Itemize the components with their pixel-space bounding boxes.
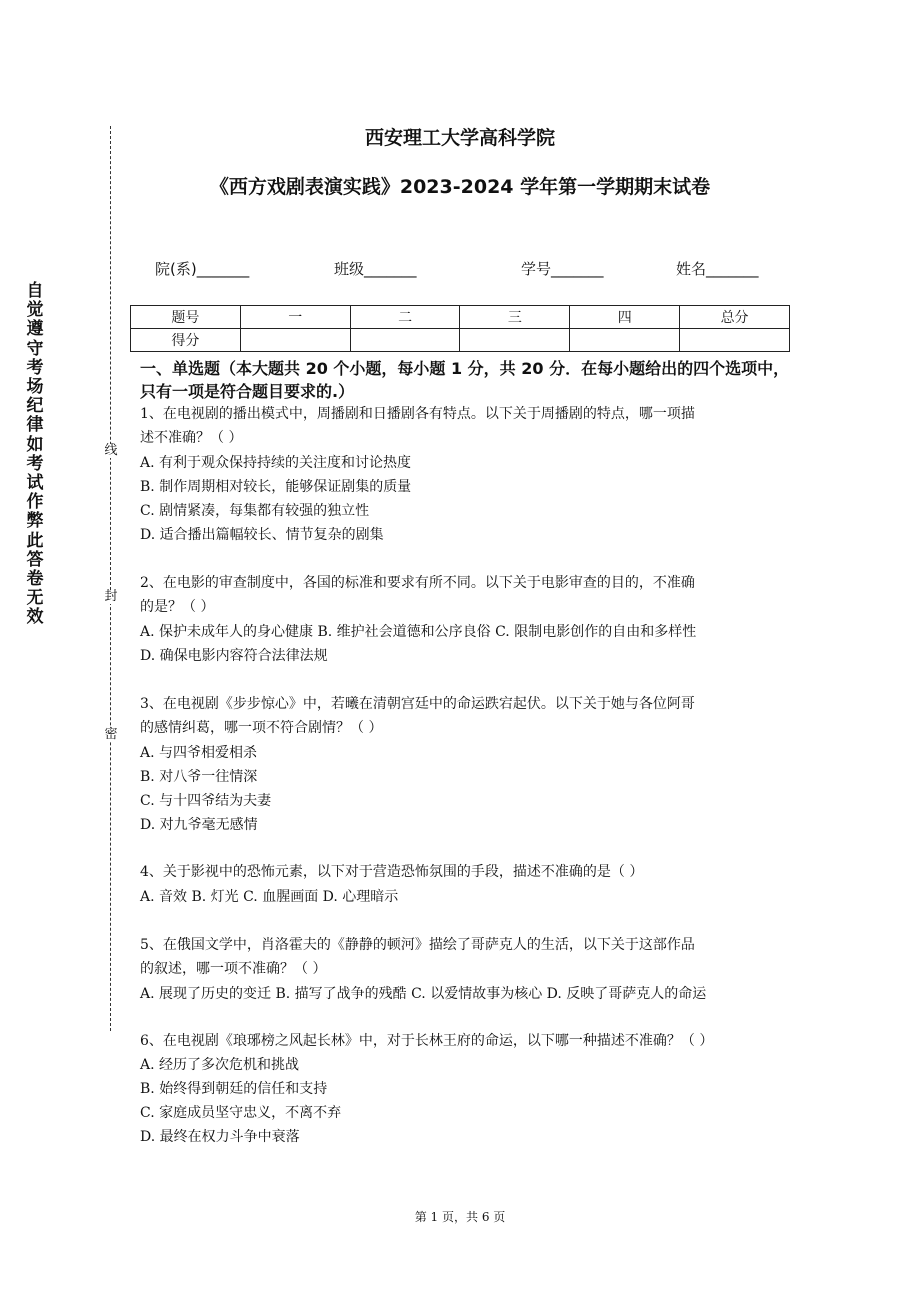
question-6-option-d: D. 最终在权力斗争中衰落 bbox=[140, 1129, 300, 1145]
binding-mark-line: 线 bbox=[104, 443, 118, 458]
score-row-label: 得分 bbox=[131, 329, 241, 352]
question-3-option-b: B. 对八爷一往情深 bbox=[140, 769, 258, 785]
question-6-stem: 6、在电视剧《琅琊榜之风起长林》中，对于长林王府的命运，以下哪一种描述不准确？（ ） bbox=[140, 1033, 714, 1049]
question-3-option-d: D. 对九爷毫无感情 bbox=[140, 817, 258, 833]
question-1-option-a: A. 有利于观众保持持续的关注度和讨论热度 bbox=[140, 455, 412, 471]
score-table-header: 三 bbox=[460, 306, 570, 329]
score-table-header-row bbox=[131, 306, 790, 329]
class-field: 班级_______ bbox=[334, 260, 417, 278]
question-3-stem: 的感情纠葛，哪一项不符合剧情？（ ） bbox=[140, 720, 383, 736]
question-1-stem: 1、在电视剧的播出模式中，周播剧和日播剧各有特点。以下关于周播剧的特点，哪一项描 bbox=[140, 406, 695, 422]
name-field: 姓名_______ bbox=[676, 260, 759, 278]
score-cell bbox=[240, 329, 350, 352]
score-cell bbox=[460, 329, 570, 352]
student-id-field: 学号_______ bbox=[521, 260, 604, 278]
exam-title: 《西方戏剧表演实践》2023-2024 学年第一学期期末试卷 bbox=[209, 176, 711, 198]
question-1-stem: 述不准确？（ ） bbox=[140, 430, 243, 446]
question-5-stem: 5、在俄国文学中，肖洛霍夫的《静静的顿河》描绘了哥萨克人的生活，以下关于这部作品 bbox=[140, 937, 695, 953]
question-1-option-d: D. 适合播出篇幅较长、情节复杂的剧集 bbox=[140, 527, 384, 543]
question-5-options: A. 展现了历史的变迁 B. 描写了战争的残酷 C. 以爱情故事为核心 D. 反映了哥萨克人的命运 bbox=[140, 986, 707, 1002]
question-6-option-b: B. 始终得到朝廷的信任和支持 bbox=[140, 1081, 328, 1097]
question-2-stem: 的是？（ ） bbox=[140, 599, 215, 615]
page-number: 第 1 页，共 6 页 bbox=[414, 1210, 506, 1224]
question-1-option-c: C. 剧情紧凑，每集都有较强的独立性 bbox=[140, 503, 370, 519]
question-2-stem: 2、在电影的审查制度中，各国的标准和要求有所不同。以下关于电影审查的目的，不准确 bbox=[140, 575, 695, 591]
binding-dashed-line bbox=[110, 126, 111, 1031]
department-field: 院(系)_______ bbox=[155, 260, 250, 278]
score-table-header: 二 bbox=[350, 306, 460, 329]
binding-mark-secret: 密 bbox=[104, 727, 118, 742]
question-1-option-b: B. 制作周期相对较长，能够保证剧集的质量 bbox=[140, 479, 412, 495]
question-4-options: A. 音效 B. 灯光 C. 血腥画面 D. 心理暗示 bbox=[140, 889, 399, 905]
binding-mark-seal: 封 bbox=[104, 589, 118, 604]
score-table-header: 四 bbox=[570, 306, 680, 329]
school-title: 西安理工大学高科学院 bbox=[364, 127, 555, 149]
score-table-header: 题号 bbox=[131, 306, 241, 329]
exam-discipline-note: 自觉遵守考场纪律如考试作弊此答卷无效 bbox=[26, 281, 44, 628]
score-table-score-row bbox=[131, 329, 790, 352]
question-3-stem: 3、在电视剧《步步惊心》中，若曦在清朝宫廷中的命运跌宕起伏。以下关于她与各位阿哥 bbox=[140, 696, 695, 712]
question-2-option-d: D. 确保电影内容符合法律法规 bbox=[140, 648, 328, 664]
question-3-option-c: C. 与十四爷结为夫妻 bbox=[140, 793, 272, 809]
score-table-header: 总分 bbox=[680, 306, 790, 329]
question-6-option-c: C. 家庭成员坚守忠义，不离不弃 bbox=[140, 1105, 342, 1121]
question-2-options: A. 保护未成年人的身心健康 B. 维护社会道德和公序良俗 C. 限制电影创作的自由和多样性 bbox=[140, 624, 697, 640]
score-cell bbox=[570, 329, 680, 352]
score-table-header: 一 bbox=[240, 306, 350, 329]
question-4-stem: 4、关于影视中的恐怖元素，以下对于营造恐怖氛围的手段，描述不准确的是（ ） bbox=[140, 864, 644, 880]
section-heading: 一、单选题（本大题共 20 个小题，每小题 1 分，共 20 分．在每小题给出的四个选项中，只有一项是符合题目要求的.） bbox=[140, 359, 790, 401]
question-5-stem: 的叙述，哪一项不准确？（ ） bbox=[140, 961, 327, 977]
score-table bbox=[130, 305, 790, 352]
question-3-option-a: A. 与四爷相爱相杀 bbox=[140, 745, 258, 761]
score-cell bbox=[680, 329, 790, 352]
score-cell bbox=[350, 329, 460, 352]
question-6-option-a: A. 经历了多次危机和挑战 bbox=[140, 1057, 300, 1073]
